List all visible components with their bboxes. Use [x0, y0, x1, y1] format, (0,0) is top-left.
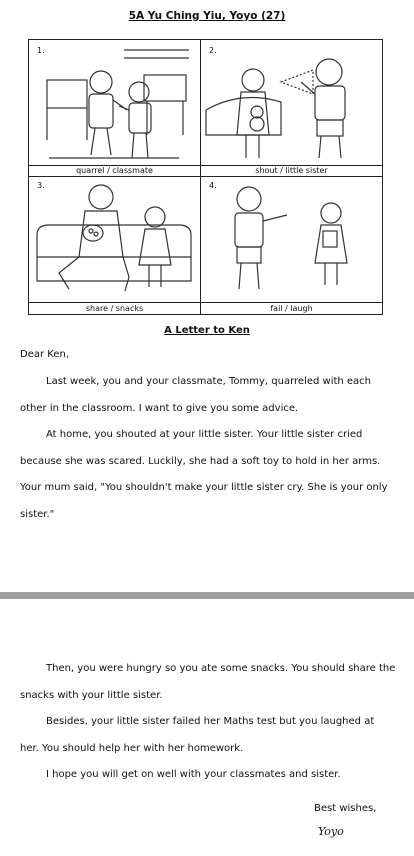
picture-caption: quarrel / classmate	[76, 166, 153, 175]
picture-caption: share / snacks	[85, 304, 144, 313]
letter-title: A Letter to Ken	[164, 325, 250, 336]
fail-laugh-illustration	[201, 177, 382, 302]
letter-paragraph: I hope you will get on well with your classmates and sister.	[46, 769, 341, 780]
letter-greeting: Dear Ken,	[20, 349, 69, 360]
letter-paragraph: Then, you were hungry so you ate some snacks. You should share the snacks with your little sister.	[20, 663, 396, 701]
picture-panel-4	[201, 177, 382, 303]
picture-caption: fail / laugh	[270, 304, 313, 313]
picture-number: 2.	[209, 46, 217, 55]
picture-caption: shout / little sister	[255, 166, 328, 175]
student-name-header: 5A Yu Ching Yiu, Yoyo (27)	[128, 10, 286, 22]
picture-panel-1	[29, 40, 200, 176]
shout-illustration	[201, 40, 382, 165]
quarrel-illustration	[29, 40, 200, 165]
picture-number: 4.	[209, 181, 217, 190]
picture-panel-3	[29, 177, 200, 303]
letter-closing: Best wishes,	[314, 803, 377, 814]
page-break	[0, 592, 414, 599]
letter-paragraph: Besides, your little sister failed her Maths test but you laughed at her. You should help her with her homework.	[20, 716, 375, 754]
letter-paragraph: Last week, you and your classmate, Tommy, quarreled with each other in the classroom. I want to give you some advice.	[20, 376, 372, 414]
picture-number: 3.	[37, 181, 45, 190]
picture-number: 1.	[37, 46, 45, 55]
picture-panel-2	[201, 40, 382, 176]
share-snacks-illustration	[29, 177, 200, 302]
letter-signature: Yoyo	[318, 825, 344, 838]
letter-paragraph: At home, you shouted at your little sister. Your little sister cried because she was scared. Luckily, she had a soft toy to hold in her arms. Your mum said, "You shouldn't make your little sister cry. She is your only sister."	[20, 429, 388, 520]
picture-grid	[28, 39, 383, 315]
